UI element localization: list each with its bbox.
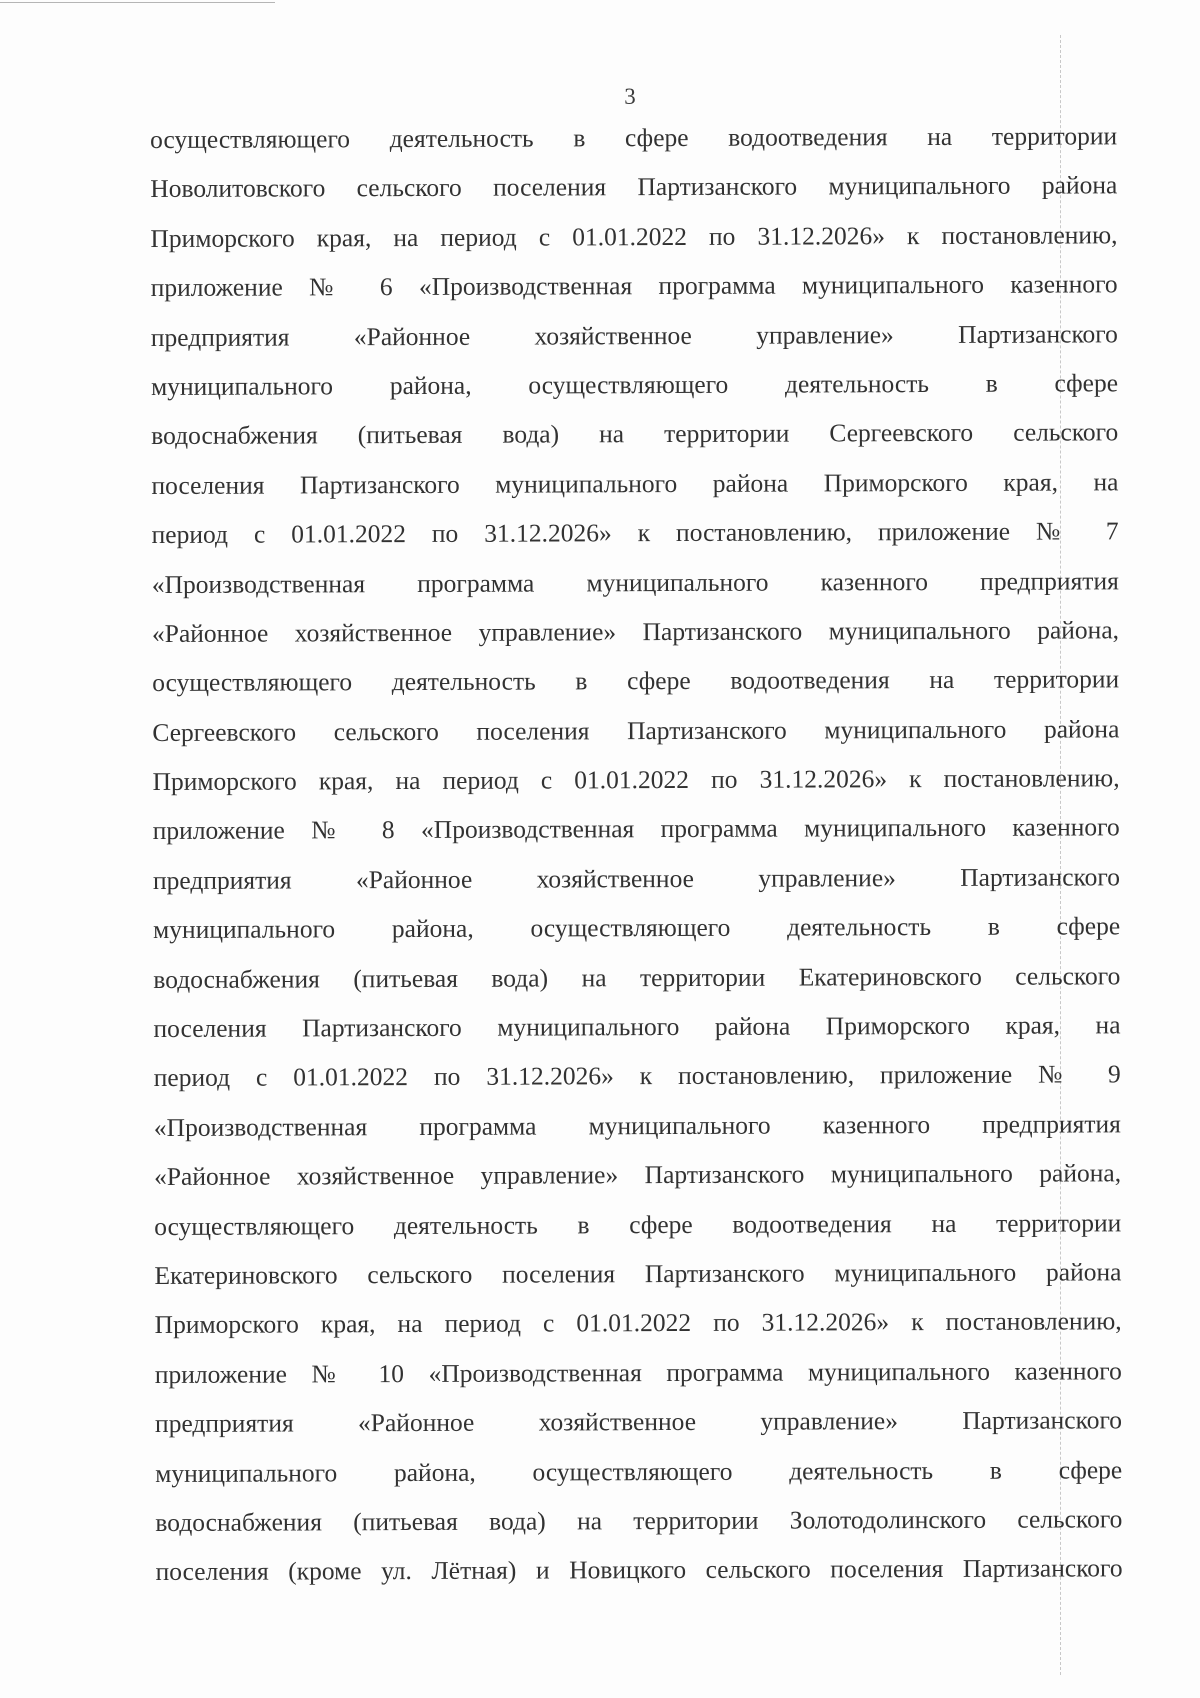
text-line: Приморского края, на период с 01.01.2022 по 31.12.2026» к постановлению, — [154, 1306, 1122, 1340]
text-line: предприятия «Районное хозяйственное управление» Партизанского — [150, 318, 1118, 352]
text-line: приложение № 10 «Производственная программа муниципального казенного — [154, 1356, 1122, 1389]
text-line: Новолитовского сельского поселения Партизанского муниципального района — [150, 170, 1118, 204]
scan-edge-line — [0, 2, 275, 3]
text-line: муниципального района, осуществляющего деятельность в сфере — [153, 911, 1121, 945]
text-line: Приморского края, на период с 01.01.2022 по 31.12.2026» к постановлению, — [150, 220, 1118, 253]
text-line: муниципального района, осуществляющего деятельность в сфере — [150, 368, 1119, 401]
text-line: «Районное хозяйственное управление» Партизанского муниципального района, — [154, 1158, 1122, 1192]
text-line: водоснабжения (питьевая вода) на территории Золотодолинского сельского — [155, 1504, 1123, 1537]
text-line: поселения (кроме ул. Лётная) и Новицкого сельского поселения Партизанского — [155, 1553, 1123, 1587]
text-line: поселения Партизанского муниципального района Приморского края, на — [153, 1010, 1121, 1044]
text-line: приложение № 8 «Производственная программа муниципального казенного — [152, 812, 1120, 846]
page-number: 3 — [624, 84, 636, 109]
text-line: предприятия «Районное хозяйственное управление» Партизанского — [154, 1405, 1123, 1439]
body-text — [150, 111, 1123, 1596]
text-line: «Производственная программа муниципального казенного предприятия — [151, 565, 1119, 599]
text-line: осуществляющего деятельность в сфере водоотведения на территории — [150, 121, 1118, 154]
text-line: «Производственная программа муниципального казенного предприятия — [153, 1109, 1121, 1142]
text-line: водоснабжения (питьевая вода) на территории Сергеевского сельского — [151, 417, 1119, 451]
text-line: осуществляющего деятельность в сфере водоотведения на территории — [154, 1207, 1122, 1241]
text-line: Сергеевского сельского поселения Партизанского муниципального района — [152, 713, 1120, 747]
text-line: период с 01.01.2022 по 31.12.2026» к постановлению, приложение № 7 — [151, 516, 1119, 550]
text-line: поселения Партизанского муниципального района Приморского края, на — [151, 467, 1119, 500]
text-line: осуществляющего деятельность в сфере водоотведения на территории — [152, 664, 1120, 698]
text-line: предприятия «Районное хозяйственное управление» Партизанского — [152, 862, 1120, 895]
text-line: приложение № 6 «Производственная программа муниципального казенного — [150, 269, 1118, 303]
text-line: водоснабжения (питьевая вода) на территории Екатериновского сельского — [153, 960, 1121, 994]
text-line: «Районное хозяйственное управление» Партизанского муниципального района, — [151, 615, 1120, 648]
text-line: муниципального района, осуществляющего деятельность в сфере — [155, 1454, 1123, 1488]
text-line: период с 01.01.2022 по 31.12.2026» к постановлению, приложение № 9 — [153, 1059, 1121, 1093]
text-line: Екатериновского сельского поселения Партизанского муниципального района — [154, 1257, 1122, 1290]
text-line: Приморского края, на период с 01.01.2022 по 31.12.2026» к постановлению, — [152, 763, 1120, 797]
